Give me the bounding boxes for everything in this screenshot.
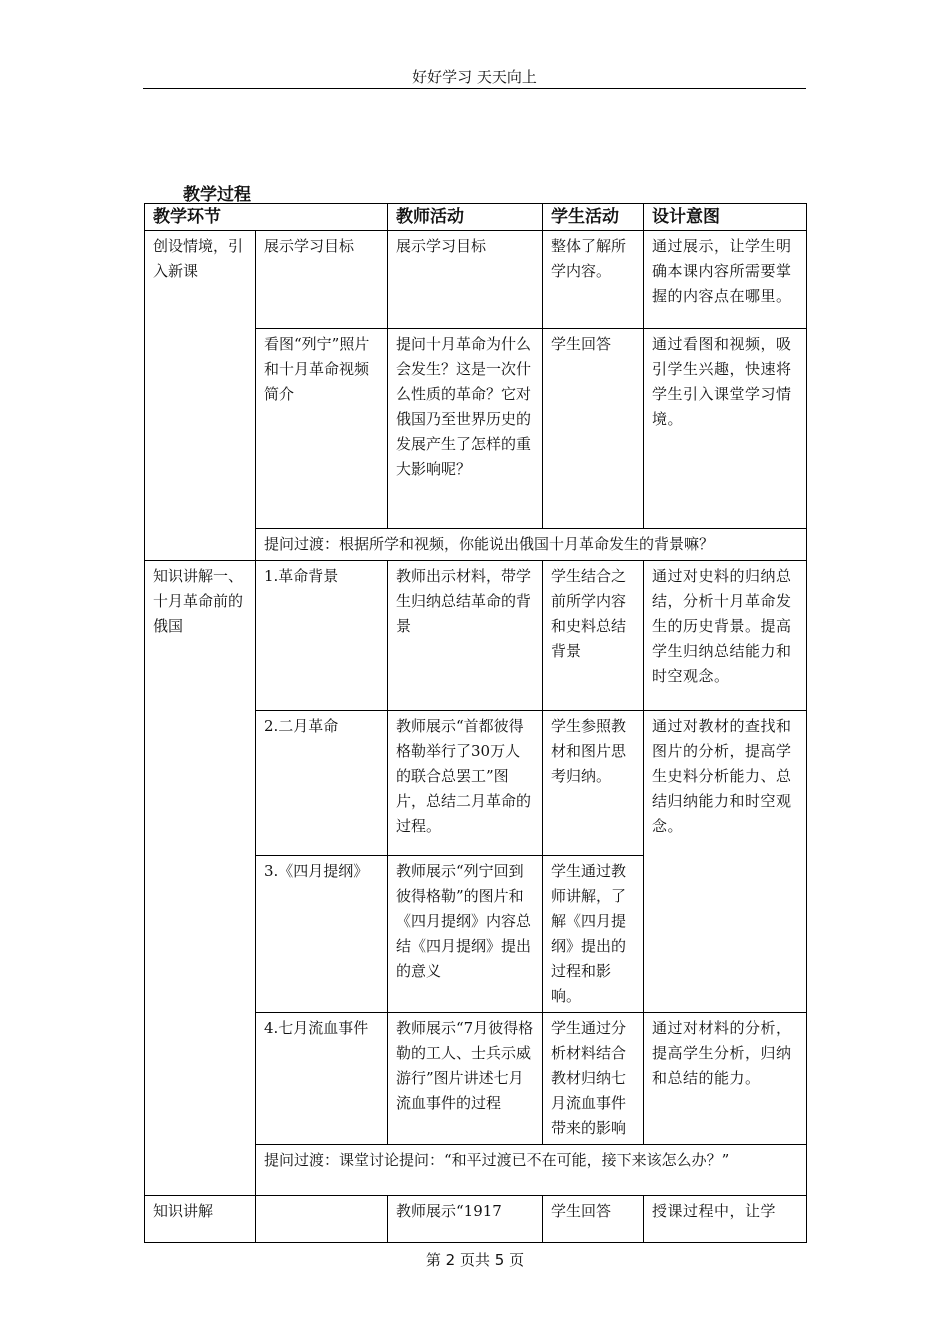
table-row [145, 561, 807, 711]
student-activity-cell: 学生通过教师讲解，了解《四月提纲》提出的过程和影响。 [543, 856, 644, 1013]
teacher-activity-cell: 提问十月革命为什么会发生？这是一次什么性质的革命？它对俄国乃至世界历史的发展产生了怎样的重大影响呢？ [388, 329, 543, 529]
stage-group-label: 创设情境，引入新课 [145, 231, 256, 561]
design-intent-cell: 通过看图和视频，吸引学生兴趣，快速将学生引入课堂学习情境。 [644, 329, 807, 529]
teacher-activity-cell: 教师展示“首都彼得格勒举行了30万人的联合总罢工”图片，总结二月革命的过程。 [388, 711, 543, 856]
design-intent-cell: 通过对教材的查找和图片的分析，提高学生史料分析能力、总结归纳能力和时空观念。 [644, 711, 807, 1013]
header-student-activity: 学生活动 [543, 204, 644, 231]
student-activity-cell: 整体了解所学内容。 [543, 231, 644, 329]
transition-question: 提问过渡：课堂讨论提问：“和平过渡已不在可能，接下来该怎么办？” [256, 1145, 807, 1196]
design-intent-cell: 通过对史料的归纳总结，分析十月革命发生的历史背景。提高学生归纳总结能力和时空观念。 [644, 561, 807, 711]
step-cell: 看图“列宁”照片和十月革命视频简介 [256, 329, 388, 529]
step-cell: 2.二月革命 [256, 711, 388, 856]
step-cell: 展示学习目标 [256, 231, 388, 329]
teacher-activity-cell: 教师出示材料，带学生归纳总结革命的背景 [388, 561, 543, 711]
step-cell: 4.七月流血事件 [256, 1013, 388, 1145]
table-row [145, 231, 807, 329]
teaching-process-table [144, 203, 807, 1243]
page-footer: 第 2 页共 5 页 [425, 1251, 525, 1269]
header-stage: 教学环节 [145, 204, 388, 231]
stage-group-label: 知识讲解 [145, 1196, 256, 1243]
teacher-activity-cell: 教师展示“列宁回到彼得格勒”的图片和《四月提纲》内容总结《四月提纲》提出的意义 [388, 856, 543, 1013]
section-title: 教学过程 [183, 185, 251, 205]
design-intent-cell: 通过展示，让学生明确本课内容所需要掌握的内容点在哪里。 [644, 231, 807, 329]
table-header-row [145, 204, 807, 231]
teacher-activity-cell: 展示学习目标 [388, 231, 543, 329]
design-intent-cell: 授课过程中，让学 [644, 1196, 807, 1243]
step-cell: 1.革命背景 [256, 561, 388, 711]
student-activity-cell: 学生回答 [543, 1196, 644, 1243]
student-activity-cell: 学生参照教材和图片思考归纳。 [543, 711, 644, 856]
page-header: 好好学习 天天向上 [143, 66, 806, 89]
student-activity-cell: 学生回答 [543, 329, 644, 529]
teacher-activity-cell: 教师展示“1917 [388, 1196, 543, 1243]
design-intent-cell: 通过对材料的分析，提高学生分析，归纳和总结的能力。 [644, 1013, 807, 1145]
step-cell [256, 1196, 388, 1243]
student-activity-cell: 学生结合之前所学内容和史料总结背景 [543, 561, 644, 711]
stage-group-label: 知识讲解一、十月革命前的俄国 [145, 561, 256, 1196]
student-activity-cell: 学生通过分析材料结合教材归纳七月流血事件带来的影响 [543, 1013, 644, 1145]
header-design-intent: 设计意图 [644, 204, 807, 231]
teacher-activity-cell: 教师展示“7月彼得格勒的工人、士兵示威游行”图片讲述七月流血事件的过程 [388, 1013, 543, 1145]
transition-question: 提问过渡：根据所学和视频，你能说出俄国十月革命发生的背景嘛？ [256, 529, 807, 561]
step-cell: 3.《四月提纲》 [256, 856, 388, 1013]
table-row [145, 1196, 807, 1243]
header-teacher-activity: 教师活动 [388, 204, 543, 231]
